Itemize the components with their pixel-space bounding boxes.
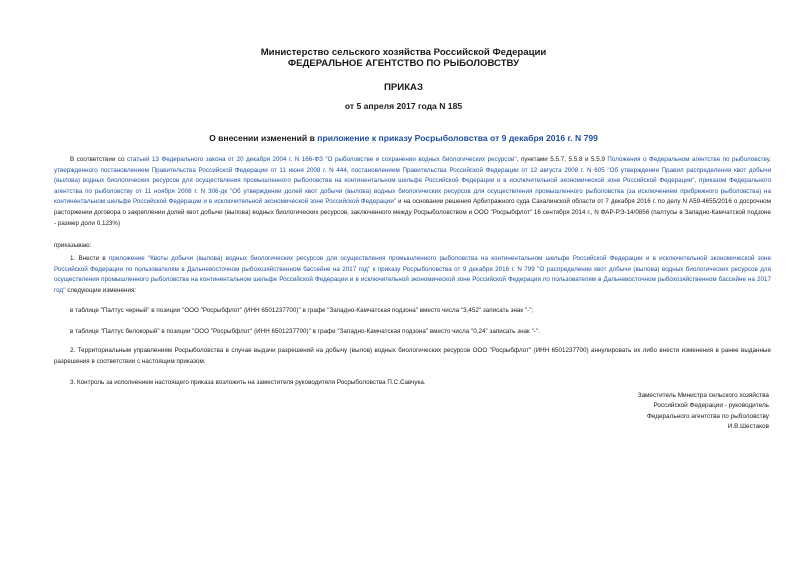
item-1-sub-1: в таблице "Палтус черный" в позиции "ООО "Росрыбфлот" (ИНН 6501237700)" в графе "Западно-Камчатская подзона" вместо числа "3,452" записать знак "-"; [70,307,534,314]
signature-line: Федерального агентства по рыболовству [646,412,769,420]
item-2-paragraph: 2. Территориальным управлениям Росрыболовства в случае выдачи разрешений на добычу (вылов) водных биологических ресурсов ООО "Росрыбфлот" (ИНН 6501237700) аннулировать их либо внести изменения в ранее выданные разрешения в соответствии с настоящим приказом. [54,347,771,365]
preamble-text: и на основании решения Арбитражного суда Сахалинской области от 7 декабря 2016 г. по делу N А59-4655/2016 о досрочном расторжении договора о закреплении долей квот добычи (вылова) водных биологических ресурсов, заключенного между Росрыболовством и ООО "Росрыбфлот" 16 сентября 2014 г., N ФАР-РЭ-14/0856 (палтусы в Западно-Камчатской подзоне - размер доли 0,123%) [54,198,771,227]
regulation-link[interactable]: Положения о Федеральном агентстве по рыболовству, утвержденного постановлением Правительства Российской Федерации от 11 июня 2008 г. N 444 [54,156,772,174]
signature-block [529,391,769,433]
item-1-text: 1. Внести в [70,255,109,262]
item-1-paragraph [54,254,771,296]
order-word: приказываю: [54,242,92,249]
preamble-text: В соответствии со [70,156,128,163]
signature-line: Заместитель Министра сельского хозяйства [637,392,769,399]
signature-line: Российской Федерации - руководитель [653,402,769,410]
subject-link[interactable]: приложение к приказу Росрыболовства от 9 декабря 2016 г. N 799 [317,133,598,143]
item-1-text: следующие изменения: [65,286,137,294]
document-type: ПРИКАЗ [384,82,423,93]
preamble-text: , [346,166,352,174]
agency-name: ФЕДЕРАЛЬНОЕ АГЕНТСТВО ПО РЫБОЛОВСТВУ [287,58,520,69]
preamble-text: , пунктами 5.5.7, 5.5.8 и 5.5.9 [516,156,608,163]
preamble-text: , [694,177,700,185]
law-link[interactable]: статьей 13 Федерального закона от 20 декабря 2004 г. N 166-ФЗ "О рыболовстве и сохранении водных биологических ресурсов" [127,156,517,163]
document-subject [0,133,807,143]
subject-prefix: О внесении изменений в [209,133,318,143]
preamble-paragraph [54,155,771,229]
item-1-sub-2: в таблице "Палтус белокорый" в позиции "ООО "Росрыбфлот" (ИНН 6501237700)" в графе "Западно-Камчатская подзона" вместо числа "0,24" записать знак "-". [70,328,540,335]
appendix-link[interactable]: приложение "Квоты добычи (вылова) водных биологических ресурсов для осуществления промышленного рыболовства на континентальном шельфе Российской Федерации и в исключительной экономической зоне Российской Федерации по пользователям в Дальневосточном рыбохозяйственном бассейне на 2017 год" к приказу Росрыболовства от 9 декабря 2016 г. N 799 "О распределении квот добычи (вылова) водных биологических ресурсов для осуществления промышленного рыболовства на континентальном шельфе Российской Федерации и в исключительной экономической зоне Российской Федерации по пользователям в Дальневосточном рыбохозяйственном бассейне на 2017 год" [54,255,771,294]
agency-order-link[interactable]: приказом Федерального агентства по рыболовству от 11 ноября 2008 г. N 306-дк "Об утверждении долей квот добычи (вылова) водных биологических ресурсов для осуществления промышленного рыболовства (за исключением прибрежного рыболовства) на континентальном шельфе Российской Федерации и в исключительной экономической зоне Российской Федерации" [54,177,771,206]
item-3-paragraph: 3. Контроль за исполнением настоящего приказа возложить на заместителя руководителя Росрыболовства П.С.Савчука. [70,379,426,386]
ministry-name: Министерство сельского хозяйства Российской Федерации [260,47,547,58]
government-decree-link[interactable]: постановлением Правительства Российской Федерации от 12 августа 2008 г. N 605 "Об утверждении Правил распределения квот добычи (вылова) водных биологических ресурсов для осуществления промышленного рыболовства на континентальном шельфе Российской Федерации и в исключительной экономической зоне Российской Федерации" [54,166,771,185]
signatory-name: И.В.Шестаков [727,423,769,431]
document-date-number: от 5 апреля 2017 года N 185 [344,101,463,111]
